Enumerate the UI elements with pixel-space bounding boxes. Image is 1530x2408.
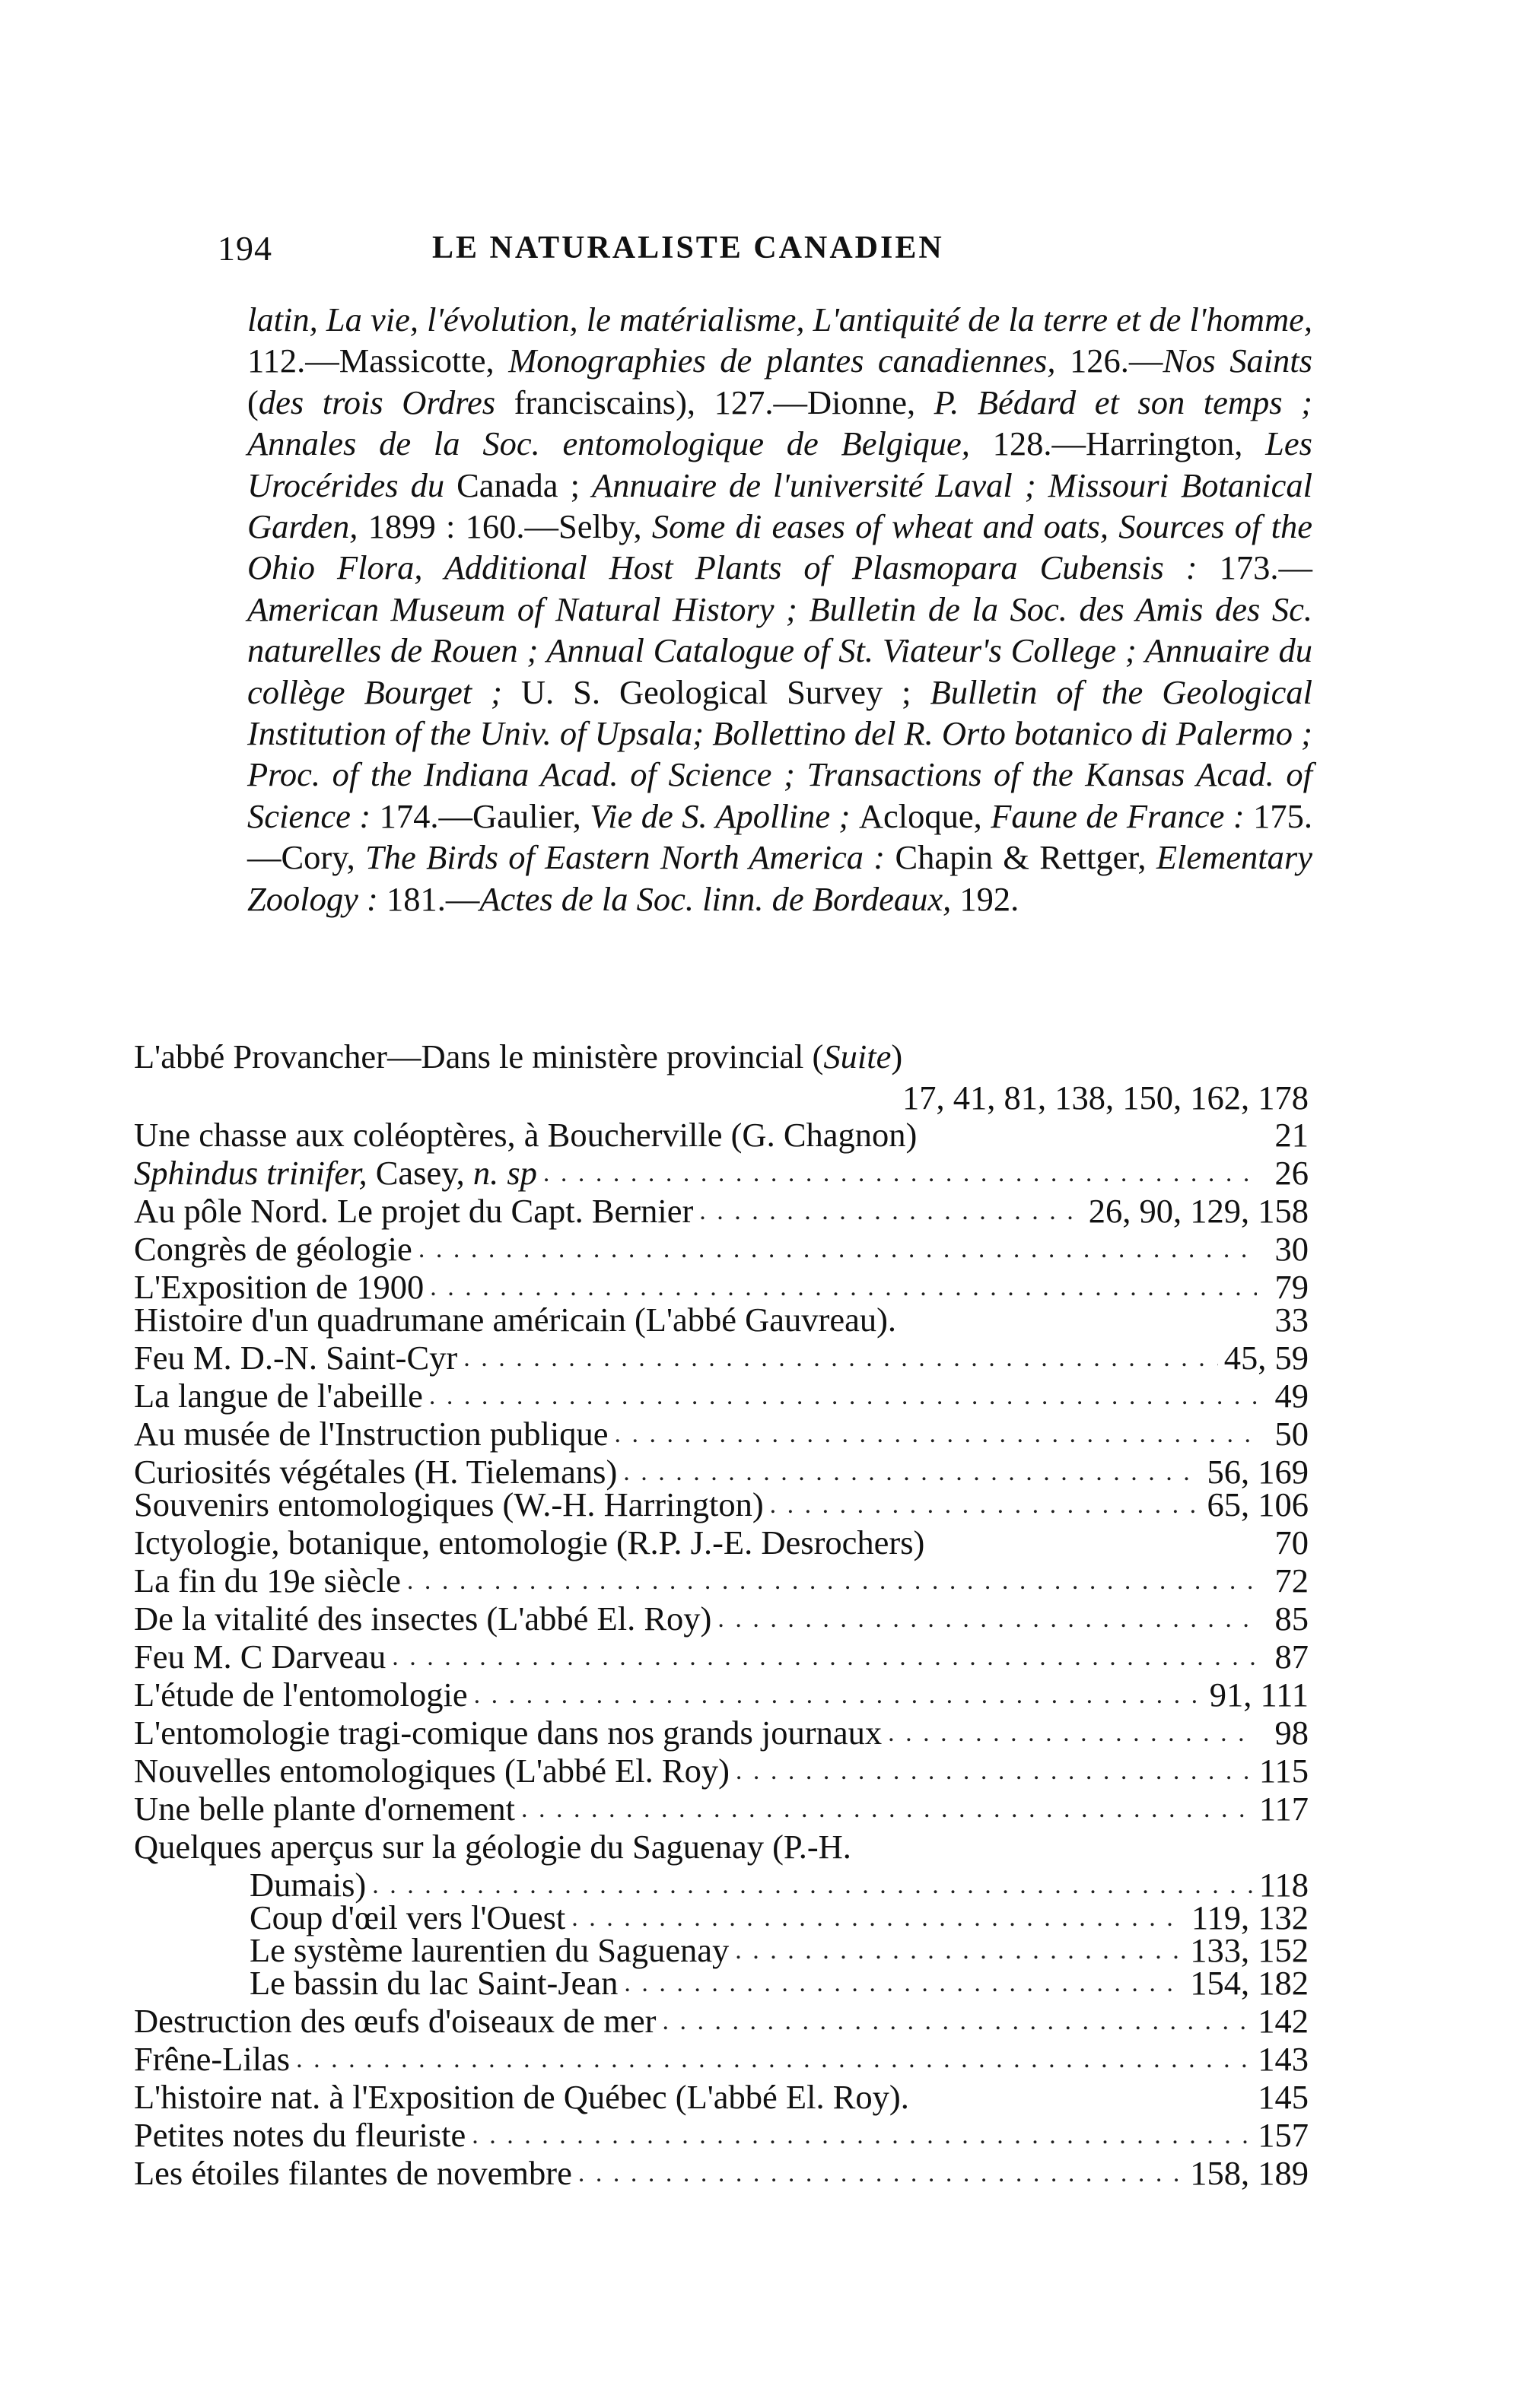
toc-entry xyxy=(134,1453,1313,1491)
toc-entry-pages: 65, 106 xyxy=(1207,1485,1309,1523)
dot-leader xyxy=(624,1967,1184,2000)
toc-entry xyxy=(134,1673,1313,1717)
intro-text-segment: franciscains), 127.—Dionne, xyxy=(514,383,934,421)
intro-text-segment: Les Urocérides du xyxy=(247,424,1312,504)
toc-entry-label: L'étude de l'entomologie xyxy=(134,1676,468,1714)
toc-entry xyxy=(134,1749,1313,1793)
toc-entry-pages: 157 xyxy=(1258,2116,1309,2154)
toc-entry-label: Au musée de l'Instruction publique xyxy=(134,1415,609,1453)
running-title: LE NATURALISTE CANADIEN xyxy=(432,230,944,265)
intro-text-segment: 128.—Harrington, xyxy=(992,424,1266,463)
toc-subentry xyxy=(134,1898,1313,1936)
toc-entry-label: Destruction des œufs d'oiseaux de mer xyxy=(134,2002,657,2040)
toc-entry-pages: 26 xyxy=(1274,1154,1309,1192)
toc-entry-label: L'abbé Provancher—Dans le ministère provincial (Suite) xyxy=(134,1037,903,1075)
toc-entry-pages: 158, 189 xyxy=(1190,2154,1309,2192)
dot-leader xyxy=(699,1195,1082,1228)
toc-entry-pages: 142 xyxy=(1258,2002,1309,2040)
toc-entry-label: Au pôle Nord. Le projet du Capt. Bernier xyxy=(134,1192,694,1230)
toc-entry-label: Congrès de géologie xyxy=(134,1230,412,1268)
dot-leader xyxy=(614,1412,1257,1456)
intro-text-segment: latin, La vie, l'évolution, le matérialisme, L'antiquité de la terre et de l'homme, xyxy=(247,300,1312,338)
dot-leader xyxy=(888,1717,1257,1749)
toc-entry xyxy=(134,1301,1313,1339)
toc-entry xyxy=(134,1561,1313,1600)
toc-entry-pages: 91, 111 xyxy=(1209,1676,1309,1714)
toc-entry-pages: 49 xyxy=(1274,1377,1309,1415)
toc-entry-label: Le bassin du lac Saint-Jean xyxy=(250,1964,619,2002)
toc-entry-label: Ictyologie, botanique, entomologie (R.P. J.-E. Desrochers) xyxy=(134,1523,925,1561)
dot-leader xyxy=(474,1673,1204,1717)
intro-text-segment: Faune de France : xyxy=(991,796,1254,835)
intro-text-segment: 112.—Massicotte, xyxy=(247,342,509,380)
dot-leader xyxy=(770,1488,1201,1521)
toc-entry-pages: 79 xyxy=(1274,1268,1309,1306)
toc-entry-label: Le système laurentien du Saguenay xyxy=(250,1931,730,1969)
toc-entry-pages: 119, 132 xyxy=(1191,1898,1309,1936)
toc-entry-saguenay xyxy=(134,1825,1313,1869)
intro-text-segment: 1899 : 160.—Selby, xyxy=(367,507,652,546)
dot-leader xyxy=(372,1869,1253,1901)
toc-entry xyxy=(134,1377,1313,1415)
toc-entry-pages: 45, 59 xyxy=(1223,1339,1309,1377)
toc-entry xyxy=(134,1268,1313,1306)
toc-entry-label: L'Exposition de 1900 xyxy=(134,1268,425,1306)
dot-leader xyxy=(662,2000,1252,2043)
toc-entry-pages: 50 xyxy=(1274,1415,1309,1453)
toc-entry-pages: 56, 169 xyxy=(1207,1453,1309,1491)
toc-entry-label: La fin du 19e siècle xyxy=(134,1561,401,1600)
intro-text-segment: Monographies de plantes canadiennes, xyxy=(508,342,1070,380)
toc-entry-label: L'histoire nat. à l'Exposition de Québec (L'abbé El. Roy). xyxy=(134,2078,909,2116)
toc-entry-pages: 145 xyxy=(1258,2078,1309,2116)
toc-entry-label: La langue de l'abeille xyxy=(134,1377,423,1415)
intro-text-segment: 126.— xyxy=(1070,342,1163,380)
toc-subentry xyxy=(134,1964,1313,2002)
toc-entry xyxy=(134,2152,1313,2195)
intro-text-segment: 181.— xyxy=(386,879,480,918)
dot-leader xyxy=(429,1380,1257,1412)
toc-entry-label: Coup d'œil vers l'Ouest xyxy=(250,1898,566,1936)
dot-leader xyxy=(735,1934,1184,1967)
intro-text-segment: Acloque, xyxy=(858,796,991,835)
toc-entry-pages: 118 xyxy=(1258,1866,1309,1904)
toc-entry-continuation xyxy=(134,1866,1313,1904)
toc-entry-pages: 30 xyxy=(1274,1230,1309,1268)
toc-entry xyxy=(134,1638,1313,1676)
toc-entry xyxy=(134,1336,1313,1380)
dot-leader xyxy=(430,1271,1257,1304)
dot-leader xyxy=(407,1565,1257,1597)
toc-entry-label: Une chasse aux coléoptères, à Boucherville (G. Chagnon) xyxy=(134,1116,918,1154)
dot-leader xyxy=(296,2043,1252,2076)
running-head xyxy=(218,228,1313,289)
toc-entry xyxy=(134,1192,1313,1230)
toc-entry-pages: 87 xyxy=(1274,1638,1309,1676)
toc-entry xyxy=(134,1116,1313,1154)
toc-entry-label: Les étoiles filantes de novembre xyxy=(134,2154,572,2192)
toc-entry-label: Souvenirs entomologiques (W.-H. Harrington) xyxy=(134,1485,764,1523)
toc-entry-label: Frêne-Lilas xyxy=(134,2040,291,2078)
dot-leader xyxy=(418,1228,1257,1271)
intro-text-segment: des trois Ordres xyxy=(258,383,514,421)
dot-leader xyxy=(623,1456,1201,1488)
toc-entry-pages: 115 xyxy=(1258,1752,1309,1790)
intro-text-segment: Canada ; xyxy=(456,465,592,504)
dot-leader xyxy=(521,1793,1253,1825)
intro-text-segment: 192. xyxy=(959,879,1019,918)
toc-entry-pages: 143 xyxy=(1258,2040,1309,2078)
intro-text-segment: Annuaire de l'université Laval ; Missouri Botanical Garden, xyxy=(247,465,1312,546)
toc-entry-label: Petites notes du fleuriste xyxy=(134,2116,466,2154)
intro-text-segment: 174.—Gaulier, xyxy=(379,796,590,835)
dot-leader xyxy=(571,1901,1185,1934)
toc-subentry xyxy=(134,1931,1313,1969)
intro-paragraph xyxy=(247,299,1312,920)
dot-leader xyxy=(472,2119,1252,2152)
toc-entry xyxy=(134,2000,1313,2043)
page-number: 194 xyxy=(218,229,272,268)
toc-entry xyxy=(134,2116,1313,2154)
dot-leader xyxy=(392,1641,1257,1673)
intro-text-segment: Bulletin of the Geological Institution of the Univ. of Upsala; Bollettino del R. Orto botanico di Palermo ; Proc. of the Indiana Acad. of Science ; Transactions of the Kansas Acad. of Science : xyxy=(247,672,1312,835)
intro-text-segment: 175.—Cory, xyxy=(247,796,1312,877)
toc-entry-pages: 85 xyxy=(1274,1600,1309,1638)
toc-entry-pages: 98 xyxy=(1274,1714,1309,1752)
toc-entry-label: Quelques aperçus sur la géologie du Saguenay (P.-H. xyxy=(134,1828,851,1866)
toc-entry xyxy=(134,1152,1313,1195)
dot-leader xyxy=(463,1336,1218,1380)
toc-entry xyxy=(134,1521,1313,1565)
table-of-contents xyxy=(134,1036,1313,2195)
toc-entry-pages: 72 xyxy=(1274,1561,1309,1600)
toc-entry-label: De la vitalité des insectes (L'abbé El. Roy) xyxy=(134,1600,712,1638)
toc-entry-pages: 154, 182 xyxy=(1190,1964,1309,2002)
toc-entry xyxy=(134,1597,1313,1641)
toc-entry xyxy=(134,1412,1313,1456)
toc-entry-provancher xyxy=(134,1036,1313,1077)
dot-leader xyxy=(543,1152,1257,1195)
intro-text-segment: Elementary Zoology : xyxy=(247,838,1312,918)
toc-entry-label: Dumais) xyxy=(250,1866,367,1904)
intro-text-segment: U. S. Geological Survey ; xyxy=(520,672,930,711)
intro-text-segment: ( xyxy=(247,383,259,421)
toc-entry-label: Une belle plante d'ornement xyxy=(134,1790,516,1828)
toc-entry xyxy=(134,2076,1313,2119)
toc-entry-pages: 26, 90, 129, 158 xyxy=(1088,1192,1309,1230)
toc-entry-pages: 133, 152 xyxy=(1190,1931,1309,1969)
toc-entry-label: Nouvelles entomologiques (L'abbé El. Roy) xyxy=(134,1752,730,1790)
toc-entry-label: Feu M. D.-N. Saint-Cyr xyxy=(134,1339,458,1377)
toc-entry-label: Histoire d'un quadrumane américain (L'abbé Gauvreau). xyxy=(134,1301,897,1339)
toc-entry xyxy=(134,2040,1313,2078)
toc-entry xyxy=(134,1714,1313,1752)
intro-text-segment: Vie de S. Apolline ; xyxy=(590,796,859,835)
dot-leader xyxy=(717,1597,1257,1641)
toc-entry-pages: 21 xyxy=(1274,1116,1309,1154)
intro-text-segment: Nos Saints xyxy=(1163,342,1312,380)
intro-text-segment: Some di eases of wheat and oats, Sources of the Ohio Flora, Additional Host Plants of Plasmopara Cubensis : xyxy=(247,507,1312,587)
dot-leader xyxy=(736,1749,1253,1793)
toc-entry xyxy=(134,1790,1313,1828)
intro-text-segment: American Museum of Natural History ; Bulletin de la Soc. des Amis des Sc. naturelles de Rouen ; Annual Catalogue of St. Viateur's College ; Annuaire du collège Bourget ; xyxy=(247,589,1312,711)
toc-entry-label: L'entomologie tragi-comique dans nos grands journaux xyxy=(134,1714,883,1752)
intro-text-segment: P. Bédard et son temps ; Annales de la Soc. entomologique de Belgique, xyxy=(247,383,1312,463)
toc-entry xyxy=(134,1228,1313,1271)
toc-entry-label: Curiosités végétales (H. Tielemans) xyxy=(134,1453,618,1491)
toc-entry-label: Sphindus trinifer, Casey, n. sp xyxy=(134,1154,537,1192)
intro-text-segment: Actes de la Soc. linn. de Bordeaux, xyxy=(479,879,960,918)
dot-leader xyxy=(578,2152,1184,2195)
toc-entry-pages: 117 xyxy=(1258,1790,1309,1828)
intro-text-segment: The Birds of Eastern North America : xyxy=(365,838,895,877)
toc-entry-pages: 17, 41, 81, 138, 150, 162, 178 xyxy=(902,1079,1309,1117)
toc-entry-pages: 70 xyxy=(1274,1523,1309,1561)
toc-entry xyxy=(134,1485,1313,1523)
intro-text-segment: 173.— xyxy=(1219,548,1312,587)
toc-entry-pages: 33 xyxy=(1274,1301,1309,1339)
toc-entry-label: Feu M. C Darveau xyxy=(134,1638,386,1676)
intro-text-segment: Chapin & Rettger, xyxy=(895,838,1156,877)
